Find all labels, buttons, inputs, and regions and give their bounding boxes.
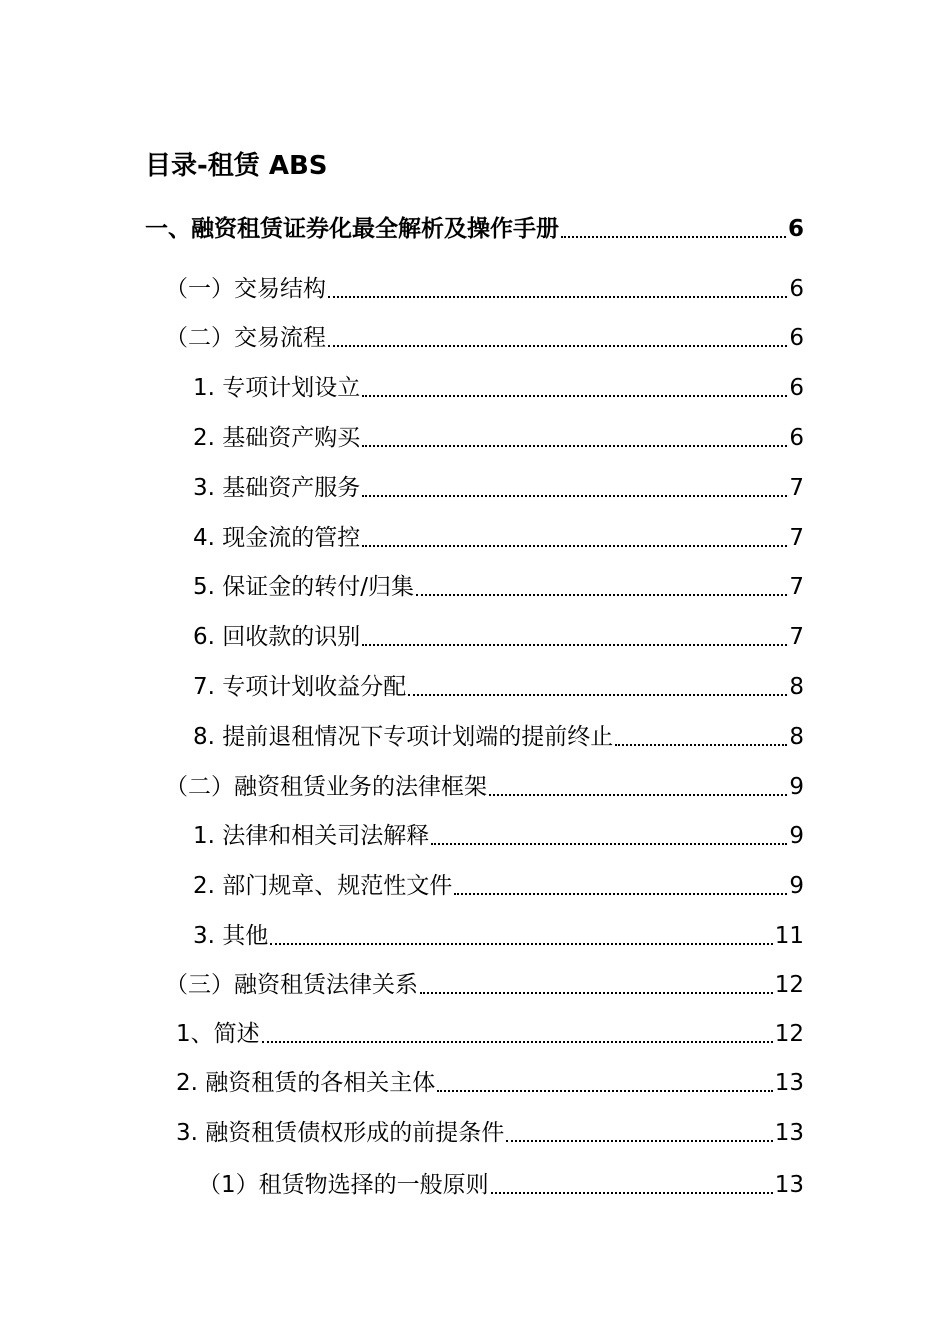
toc-entry-page: 9 [789, 774, 804, 800]
toc-entry[interactable] [193, 865, 804, 901]
toc-entry-text: （三）融资租赁法律关系 [165, 972, 418, 998]
toc-entry[interactable] [193, 367, 804, 403]
toc-entry[interactable] [193, 915, 804, 951]
dot-leader [420, 992, 773, 994]
toc-entry-page: 6 [787, 216, 804, 242]
toc-title: 目录-租赁 ABS [145, 151, 328, 181]
toc-entry[interactable] [193, 716, 804, 752]
toc-entry-page: 9 [789, 873, 804, 899]
toc-entry-page: 8 [789, 674, 804, 700]
toc-entry[interactable] [145, 208, 804, 244]
dot-leader [362, 395, 787, 397]
toc-entry[interactable] [165, 964, 804, 1000]
dot-leader [454, 893, 787, 895]
toc-entry[interactable] [198, 1164, 804, 1200]
toc-entry-text: 6. 回收款的识别 [193, 624, 361, 650]
toc-entry-text: （二）交易流程 [165, 325, 326, 351]
dot-leader [262, 1041, 773, 1043]
toc-entry-text: 5. 保证金的转付/归集 [193, 574, 415, 600]
dot-leader [362, 445, 787, 447]
toc-entry-text: 1. 专项计划设立 [193, 375, 361, 401]
toc-entry-text: 一、融资租赁证券化最全解析及操作手册 [145, 216, 559, 242]
toc-entry-page: 12 [774, 1021, 804, 1047]
toc-entry-text: 3. 其他 [193, 923, 269, 949]
toc-entry-page: 13 [774, 1120, 804, 1146]
dot-leader [362, 495, 787, 497]
toc-entry[interactable] [176, 1112, 804, 1148]
toc-entry[interactable] [176, 1062, 804, 1098]
toc-entry-text: 3. 融资租赁债权形成的前提条件 [176, 1120, 505, 1146]
toc-entry-page: 11 [774, 923, 804, 949]
toc-entry[interactable] [193, 566, 804, 602]
toc-entry-text: （1）租赁物选择的一般原则 [198, 1172, 489, 1198]
toc-entry-page: 12 [774, 972, 804, 998]
toc-entry[interactable] [176, 1013, 804, 1049]
toc-entry-page: 7 [789, 574, 804, 600]
toc-entry-page: 7 [789, 624, 804, 650]
dot-leader [437, 1090, 772, 1092]
dot-leader [270, 943, 772, 945]
toc-entry[interactable] [193, 616, 804, 652]
toc-entry-text: 7. 专项计划收益分配 [193, 674, 407, 700]
toc-entry[interactable] [165, 268, 804, 304]
toc-entry-text: 2. 部门规章、规范性文件 [193, 873, 453, 899]
dot-leader [561, 236, 786, 238]
toc-entry-text: 2. 基础资产购买 [193, 425, 361, 451]
toc-entry-page: 13 [774, 1070, 804, 1096]
toc-entry[interactable] [193, 666, 804, 702]
dot-leader [328, 296, 787, 298]
toc-entry-text: 3. 基础资产服务 [193, 475, 361, 501]
dot-leader [362, 644, 787, 646]
toc-entry[interactable] [193, 815, 804, 851]
dot-leader [506, 1140, 772, 1142]
toc-entry[interactable] [193, 517, 804, 553]
toc-entry-page: 9 [789, 823, 804, 849]
toc-entry-page: 7 [789, 525, 804, 551]
dot-leader [408, 694, 787, 696]
toc-entry-text: 8. 提前退租情况下专项计划端的提前终止 [193, 724, 614, 750]
dot-leader [416, 594, 787, 596]
dot-leader [489, 794, 787, 796]
toc-entry-page: 6 [789, 325, 804, 351]
toc-entry[interactable] [193, 467, 804, 503]
toc-entry-text: （一）交易结构 [165, 276, 326, 302]
toc-entry-page: 8 [789, 724, 804, 750]
toc-entry-text: 1. 法律和相关司法解释 [193, 823, 430, 849]
toc-entry-page: 13 [774, 1172, 804, 1198]
toc-entry[interactable] [165, 766, 804, 802]
toc-entry-page: 7 [789, 475, 804, 501]
toc-entry-text: 1、简述 [176, 1021, 260, 1047]
dot-leader [431, 843, 787, 845]
toc-entry-text: 2. 融资租赁的各相关主体 [176, 1070, 436, 1096]
toc-entry-text: （二）融资租赁业务的法律框架 [165, 774, 487, 800]
toc-entry[interactable] [193, 417, 804, 453]
toc-entry[interactable] [165, 317, 804, 353]
dot-leader [328, 345, 787, 347]
toc-entry-text: 4. 现金流的管控 [193, 525, 361, 551]
dot-leader [491, 1192, 773, 1194]
dot-leader [615, 744, 787, 746]
toc-entry-page: 6 [789, 425, 804, 451]
dot-leader [362, 545, 787, 547]
toc-entry-page: 6 [789, 375, 804, 401]
toc-entry-page: 6 [789, 276, 804, 302]
